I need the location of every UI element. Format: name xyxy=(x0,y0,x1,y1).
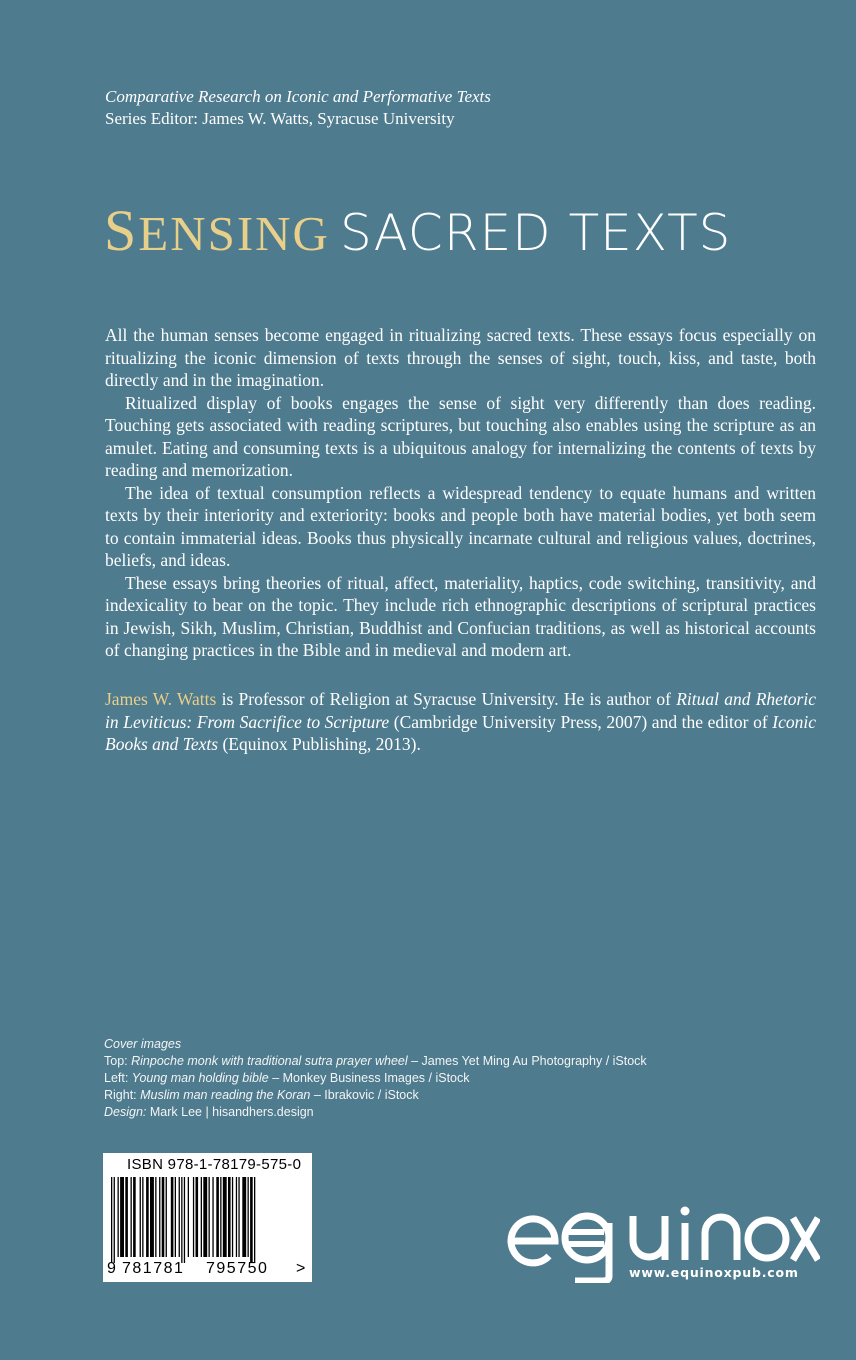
isbn-number: ISBN 978-1-78179-575-0 xyxy=(127,1156,302,1173)
series-info xyxy=(105,86,491,130)
barcode-bar xyxy=(203,1177,207,1257)
barcode-bar xyxy=(140,1177,141,1257)
barcode-bar xyxy=(223,1177,227,1257)
barcode-bar xyxy=(118,1177,119,1257)
barcode-bar xyxy=(142,1177,143,1257)
barcode-bar xyxy=(179,1177,180,1257)
barcode-bar xyxy=(236,1177,237,1257)
barcode-bar xyxy=(120,1177,124,1257)
barcode-bar xyxy=(250,1177,253,1263)
barcode-bar xyxy=(216,1177,219,1257)
barcode-bar xyxy=(131,1177,132,1257)
barcode-bar xyxy=(162,1177,165,1257)
barcode-bar xyxy=(232,1177,233,1257)
barcode-bar xyxy=(212,1177,213,1257)
publisher-url: www.equinoxpub.com xyxy=(629,1265,799,1280)
description-paragraph: Ritualized display of books engages the sense of sight very differently than does reading. Touching gets associated with reading scriptures, but touching also enables using the scripture as an amulet. Eating and consuming texts is a ubiquitous analogy for internalizing the contents of texts by reading and memorization. xyxy=(105,392,816,480)
barcode-bar xyxy=(155,1177,156,1257)
barcode-bars xyxy=(111,1177,304,1263)
barcode-bar xyxy=(181,1177,182,1263)
description-paragraph: All the human senses become engaged in ritualizing sacred texts. These essays focus especially on ritualizing the iconic dimension of texts through the senses of sight, touch, kiss, and taste, both directly and in the imagination. xyxy=(105,325,816,390)
barcode-digits: 9 781781 795750 > xyxy=(107,1260,306,1277)
title-word-sensing: SENSING xyxy=(104,198,330,263)
barcode-bar xyxy=(184,1177,185,1263)
barcode-bar xyxy=(201,1177,202,1257)
credit-line-top: Top: Rinpoche monk with traditional sutra prayer wheel – James Yet Ming Au Photography / iStock xyxy=(104,1054,647,1068)
author-bio: James W. Watts is Professor of Religion at Syracuse University. He is author of Ritual and Rhetoric in Leviticus: From Sacrifice to Scripture (Cambridge University Press, 2007) and the editor of Iconic Books and Texts (Equinox Publishing, 2013). xyxy=(105,689,816,754)
barcode-bar xyxy=(114,1177,115,1263)
barcode-bar xyxy=(125,1177,128,1257)
cover-credits xyxy=(104,1036,647,1121)
barcode-bar xyxy=(150,1177,154,1257)
barcode-bar xyxy=(133,1177,136,1257)
title-words-sacred-texts: SACRED TEXTS xyxy=(339,204,732,262)
author-name: James W. Watts xyxy=(105,689,217,709)
credit-line-right: Right: Muslim man reading the Koran – Ibrakovic / iStock xyxy=(104,1088,419,1102)
credit-line-design: Design: Mark Lee | hisandhers.design xyxy=(104,1105,314,1119)
barcode-bar xyxy=(188,1177,189,1257)
series-editor: Series Editor: James W. Watts, Syracuse University xyxy=(105,109,455,128)
barcode-bar xyxy=(196,1177,199,1257)
isbn-barcode xyxy=(103,1153,312,1282)
book-title xyxy=(104,196,731,266)
credit-line-left: Left: Young man holding bible – Monkey Business Images / iStock xyxy=(104,1071,470,1085)
barcode-bar xyxy=(111,1177,112,1263)
barcode-bar xyxy=(193,1177,194,1257)
book-description xyxy=(105,324,816,662)
book-title-ritual-rhetoric: Ritual and Rhetoric in Leviticus: From Sacrifice to Scripture xyxy=(105,689,816,732)
series-name: Comparative Research on Iconic and Performative Texts xyxy=(105,87,491,106)
barcode-bar xyxy=(254,1177,255,1263)
barcode-bar xyxy=(209,1177,210,1257)
barcode-bar xyxy=(238,1177,239,1257)
barcode-bar xyxy=(242,1177,246,1257)
barcode-bar xyxy=(248,1177,249,1257)
barcode-bar xyxy=(220,1177,221,1257)
credits-heading: Cover images xyxy=(104,1037,182,1051)
barcode-bar xyxy=(228,1177,231,1257)
barcode-bar xyxy=(146,1177,149,1257)
description-paragraph: The idea of textual consumption reflects a widespread tendency to equate humans and written texts by their interiority and exteriority: books and people both have material bodies, yet both seem to contain immaterial ideas. Books thus physically incarnate cultural and religious values, doctrines, beliefs, and ideas. xyxy=(105,482,816,570)
barcode-bar xyxy=(175,1177,176,1257)
barcode-bar xyxy=(166,1177,167,1257)
barcode-bar xyxy=(171,1177,174,1257)
book-title-iconic-books: Iconic Books and Texts xyxy=(105,711,816,754)
description-paragraph: These essays bring theories of ritual, affect, materiality, haptics, code switching, transitivity, and indexicality to bear on the topic. They include rich ethnographic descriptions of scriptural practices in Jewish, Sikh, Muslim, Christian, Buddhist and Confucian traditions, as well as historical accounts of changing practices in the Bible and in medieval and modern art. xyxy=(105,572,816,660)
barcode-bar xyxy=(159,1177,160,1257)
